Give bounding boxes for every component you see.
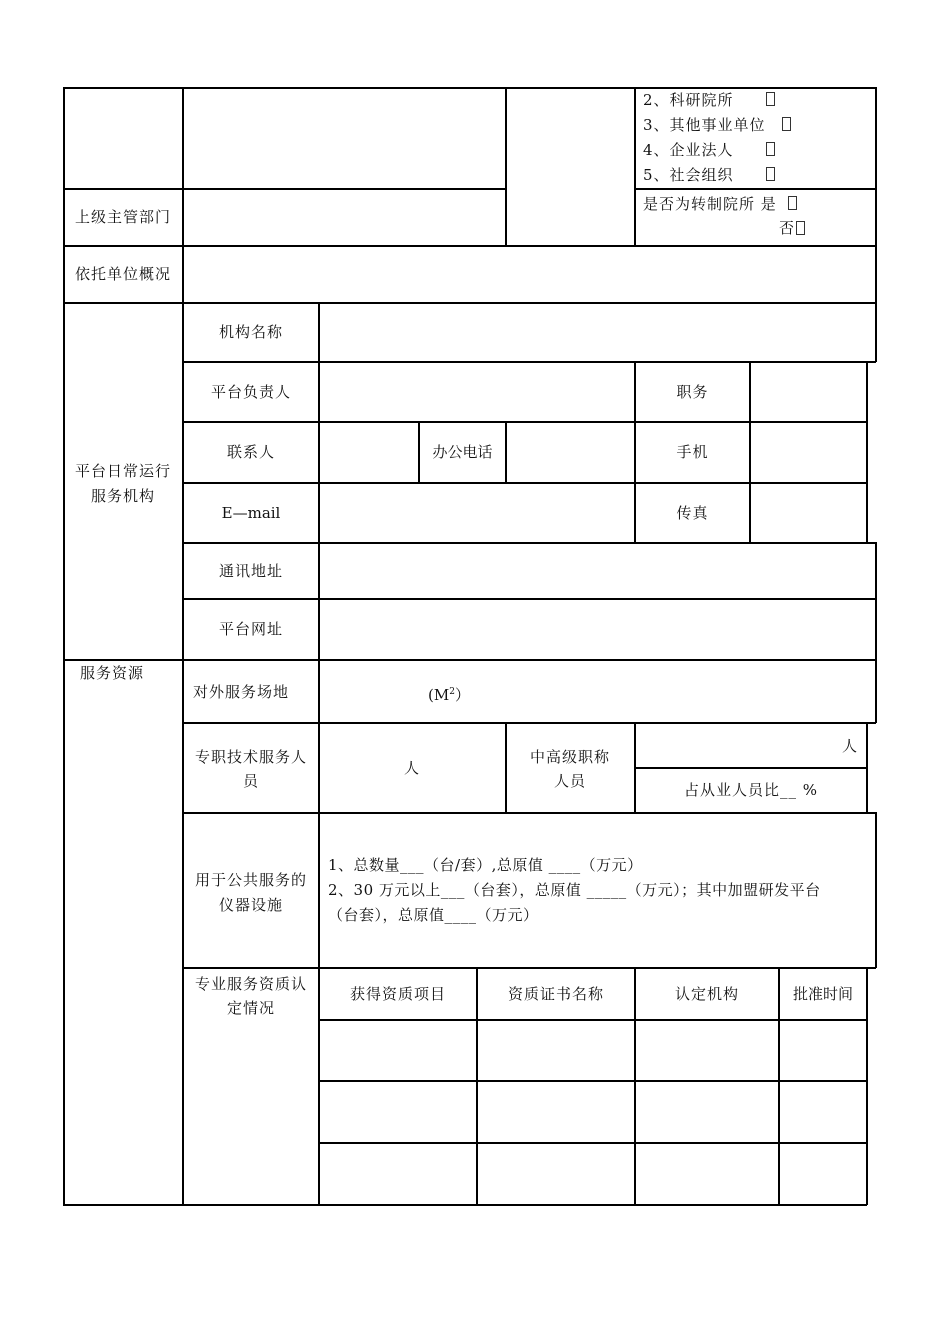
label-qualification: 专业服务资质认定情况 [194, 975, 307, 1017]
row-line [183, 967, 876, 969]
label-office-phone: 办公电话 [432, 443, 493, 461]
label-contact: 联系人 [226, 443, 275, 461]
row-line [183, 482, 867, 484]
conversion-question: 是否为转制院所 是 [643, 195, 777, 213]
col-line [634, 722, 636, 813]
label-position: 职务 [676, 383, 709, 401]
option-other-institution[interactable]: 3、其他事业单位 [643, 116, 766, 134]
label-instruments: 用于公共服务的仪器设施 [194, 871, 307, 914]
col-line [182, 87, 184, 1205]
row-line [63, 659, 876, 661]
row-line [183, 421, 867, 423]
row-line [63, 302, 876, 304]
col-line [505, 87, 507, 246]
label-fax: 传真 [676, 504, 709, 522]
checkbox-yes[interactable] [788, 196, 797, 210]
row-line [319, 1142, 867, 1144]
label-platform-head: 平台负责人 [210, 383, 291, 401]
col-line [866, 722, 868, 813]
label-tech-staff: 专职技术服务人员 [194, 748, 307, 790]
senior-count-unit: 人 [842, 737, 859, 755]
instrument-line-1: 1、总数量___（台/套）,总原值 ____（万元） [328, 856, 643, 874]
label-mobile: 手机 [676, 443, 709, 461]
instrument-line-3: （台套），总原值____（万元） [328, 906, 539, 924]
row-line [183, 812, 876, 814]
label-host-overview: 依托单位概况 [74, 265, 171, 283]
ratio-field[interactable]: 占从业人员比__ % [684, 781, 819, 799]
label-org-name: 机构名称 [218, 323, 283, 341]
site-unit: $(M^2)$ [428, 686, 470, 704]
row-line [183, 722, 876, 724]
row-line [63, 188, 506, 190]
col-line [866, 361, 868, 543]
qual-header-certificate: 资质证书名称 [507, 985, 604, 1003]
label-senior-title: 中高级职称人员 [529, 748, 610, 790]
row-line [183, 598, 876, 600]
row-line [635, 188, 876, 190]
table-border-left [63, 87, 65, 1205]
qual-header-date: 批准时间 [792, 985, 853, 1003]
row-line [63, 245, 876, 247]
col-line [505, 722, 507, 813]
label-address: 通讯地址 [218, 562, 283, 580]
col-line [318, 302, 320, 1205]
label-email: E—mail [221, 504, 281, 522]
label-website: 平台网址 [218, 620, 283, 638]
label-superior-dept: 上级主管部门 [74, 208, 171, 226]
tech-staff-unit: 人 [404, 759, 421, 777]
option-research-institute[interactable]: 2、科研院所 [643, 91, 734, 109]
row-line [183, 361, 876, 363]
row-line [319, 1080, 867, 1082]
row-line [319, 1019, 867, 1021]
checkbox[interactable] [766, 92, 775, 106]
checkbox[interactable] [766, 142, 775, 156]
table-border-right [875, 542, 877, 723]
table-border-bottom [63, 1204, 867, 1206]
checkbox[interactable] [766, 167, 775, 181]
table-border-right [875, 812, 877, 968]
label-ops-org: 平台日常运行服务机构 [74, 462, 171, 505]
qual-header-authority: 认定机构 [674, 985, 739, 1003]
row-line [183, 542, 876, 544]
option-social-org[interactable]: 5、社会组织 [643, 166, 734, 184]
table-border-top [63, 87, 876, 89]
checkbox[interactable] [782, 117, 791, 131]
label-service-site: 对外服务场地 [193, 683, 290, 701]
col-line [634, 87, 636, 246]
table-border-right [875, 87, 877, 362]
instrument-line-2: 2、30 万元以上___（台套），总原值 _____（万元）；其中加盟研发平台 [328, 881, 821, 899]
conversion-no: 否 [779, 219, 796, 237]
row-line [635, 767, 867, 769]
qual-header-project: 获得资质项目 [349, 985, 446, 1003]
option-enterprise[interactable]: 4、企业法人 [643, 141, 734, 159]
label-service-resources: 服务资源 [80, 664, 145, 682]
checkbox-no[interactable] [796, 221, 805, 235]
